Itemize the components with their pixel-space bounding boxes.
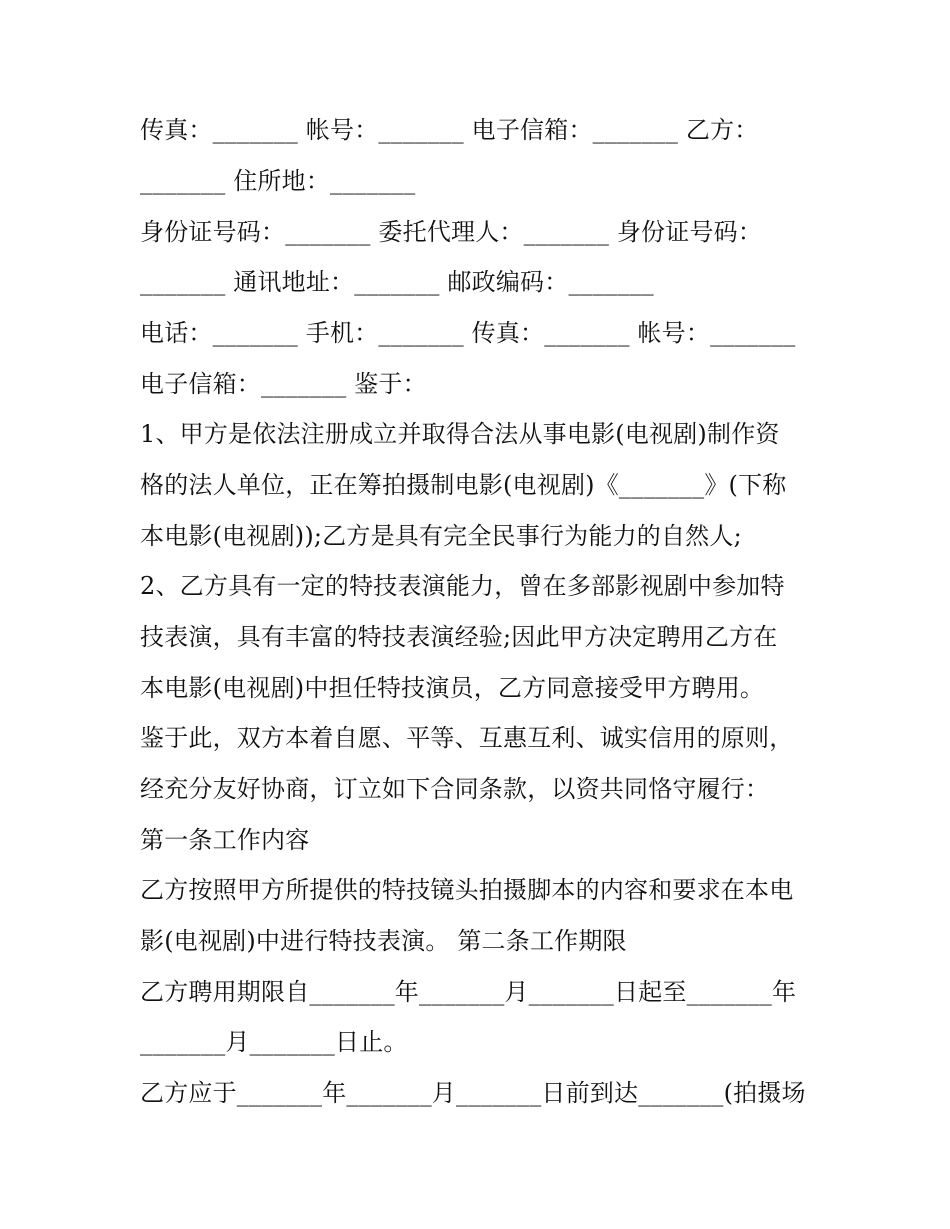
whereas-clause-1-line-1: 1、甲方是依法注册成立并取得合法从事电影(电视剧)制作资 — [140, 420, 780, 448]
contact-line-party-a-fax-account-email: 传真：_______ 帐号：_______ 电子信箱：_______ 乙方： — [140, 116, 759, 144]
whereas-clause-1-line-3: 本电影(电视剧));乙方是具有完全民事行为能力的自然人; — [140, 522, 742, 550]
article-1-text-line-2: 影(电视剧)中进行特技表演。 第二条工作期限 — [140, 927, 627, 955]
contact-line-mail-address-postcode: _______ 通讯地址：_______ 邮政编码：_______ — [140, 268, 654, 296]
article-1-text-line-1: 乙方按照甲方所提供的特技镜头拍摄脚本的内容和要求在本电 — [140, 876, 794, 904]
contact-line-id-agent: 身份证号码：_______ 委托代理人：_______ 身份证号码： — [140, 218, 763, 246]
contact-line-email-whereas: 电子信箱：_______ 鉴于： — [140, 370, 427, 398]
contact-line-phone-mobile-fax-account: 电话：_______ 手机：_______ 传真：_______ 帐号：_______ — [140, 319, 796, 347]
agreement-intro-line-2: 经充分友好协商，订立如下合同条款，以资共同恪守履行： — [140, 775, 770, 803]
contact-line-party-b-address: _______ 住所地：_______ — [140, 167, 416, 195]
employment-period-line-2: _______月_______日止。 — [140, 1028, 408, 1056]
agreement-intro-line-1: 鉴于此，双方本着自愿、平等、互惠互利、诚实信用的原则， — [140, 724, 794, 752]
employment-period-line-1: 乙方聘用期限自_______年_______月_______日起至_______年 — [140, 978, 797, 1006]
whereas-clause-2-line-2: 技表演，具有丰富的特技表演经验;因此甲方决定聘用乙方在 — [140, 623, 778, 651]
whereas-clause-1-line-2: 格的法人单位，正在筹拍摄制电影(电视剧)《_______》(下称 — [140, 471, 787, 499]
arrival-date-line: 乙方应于_______年_______月_______日前到达_______(拍摄场 — [140, 1079, 806, 1107]
whereas-clause-2-line-3: 本电影(电视剧)中担任特技演员，乙方同意接受甲方聘用。 — [140, 674, 765, 702]
article-1-heading: 第一条工作内容 — [140, 826, 310, 854]
whereas-clause-2-line-1: 2、乙方具有一定的特技表演能力，曾在多部影视剧中参加特 — [140, 572, 785, 600]
